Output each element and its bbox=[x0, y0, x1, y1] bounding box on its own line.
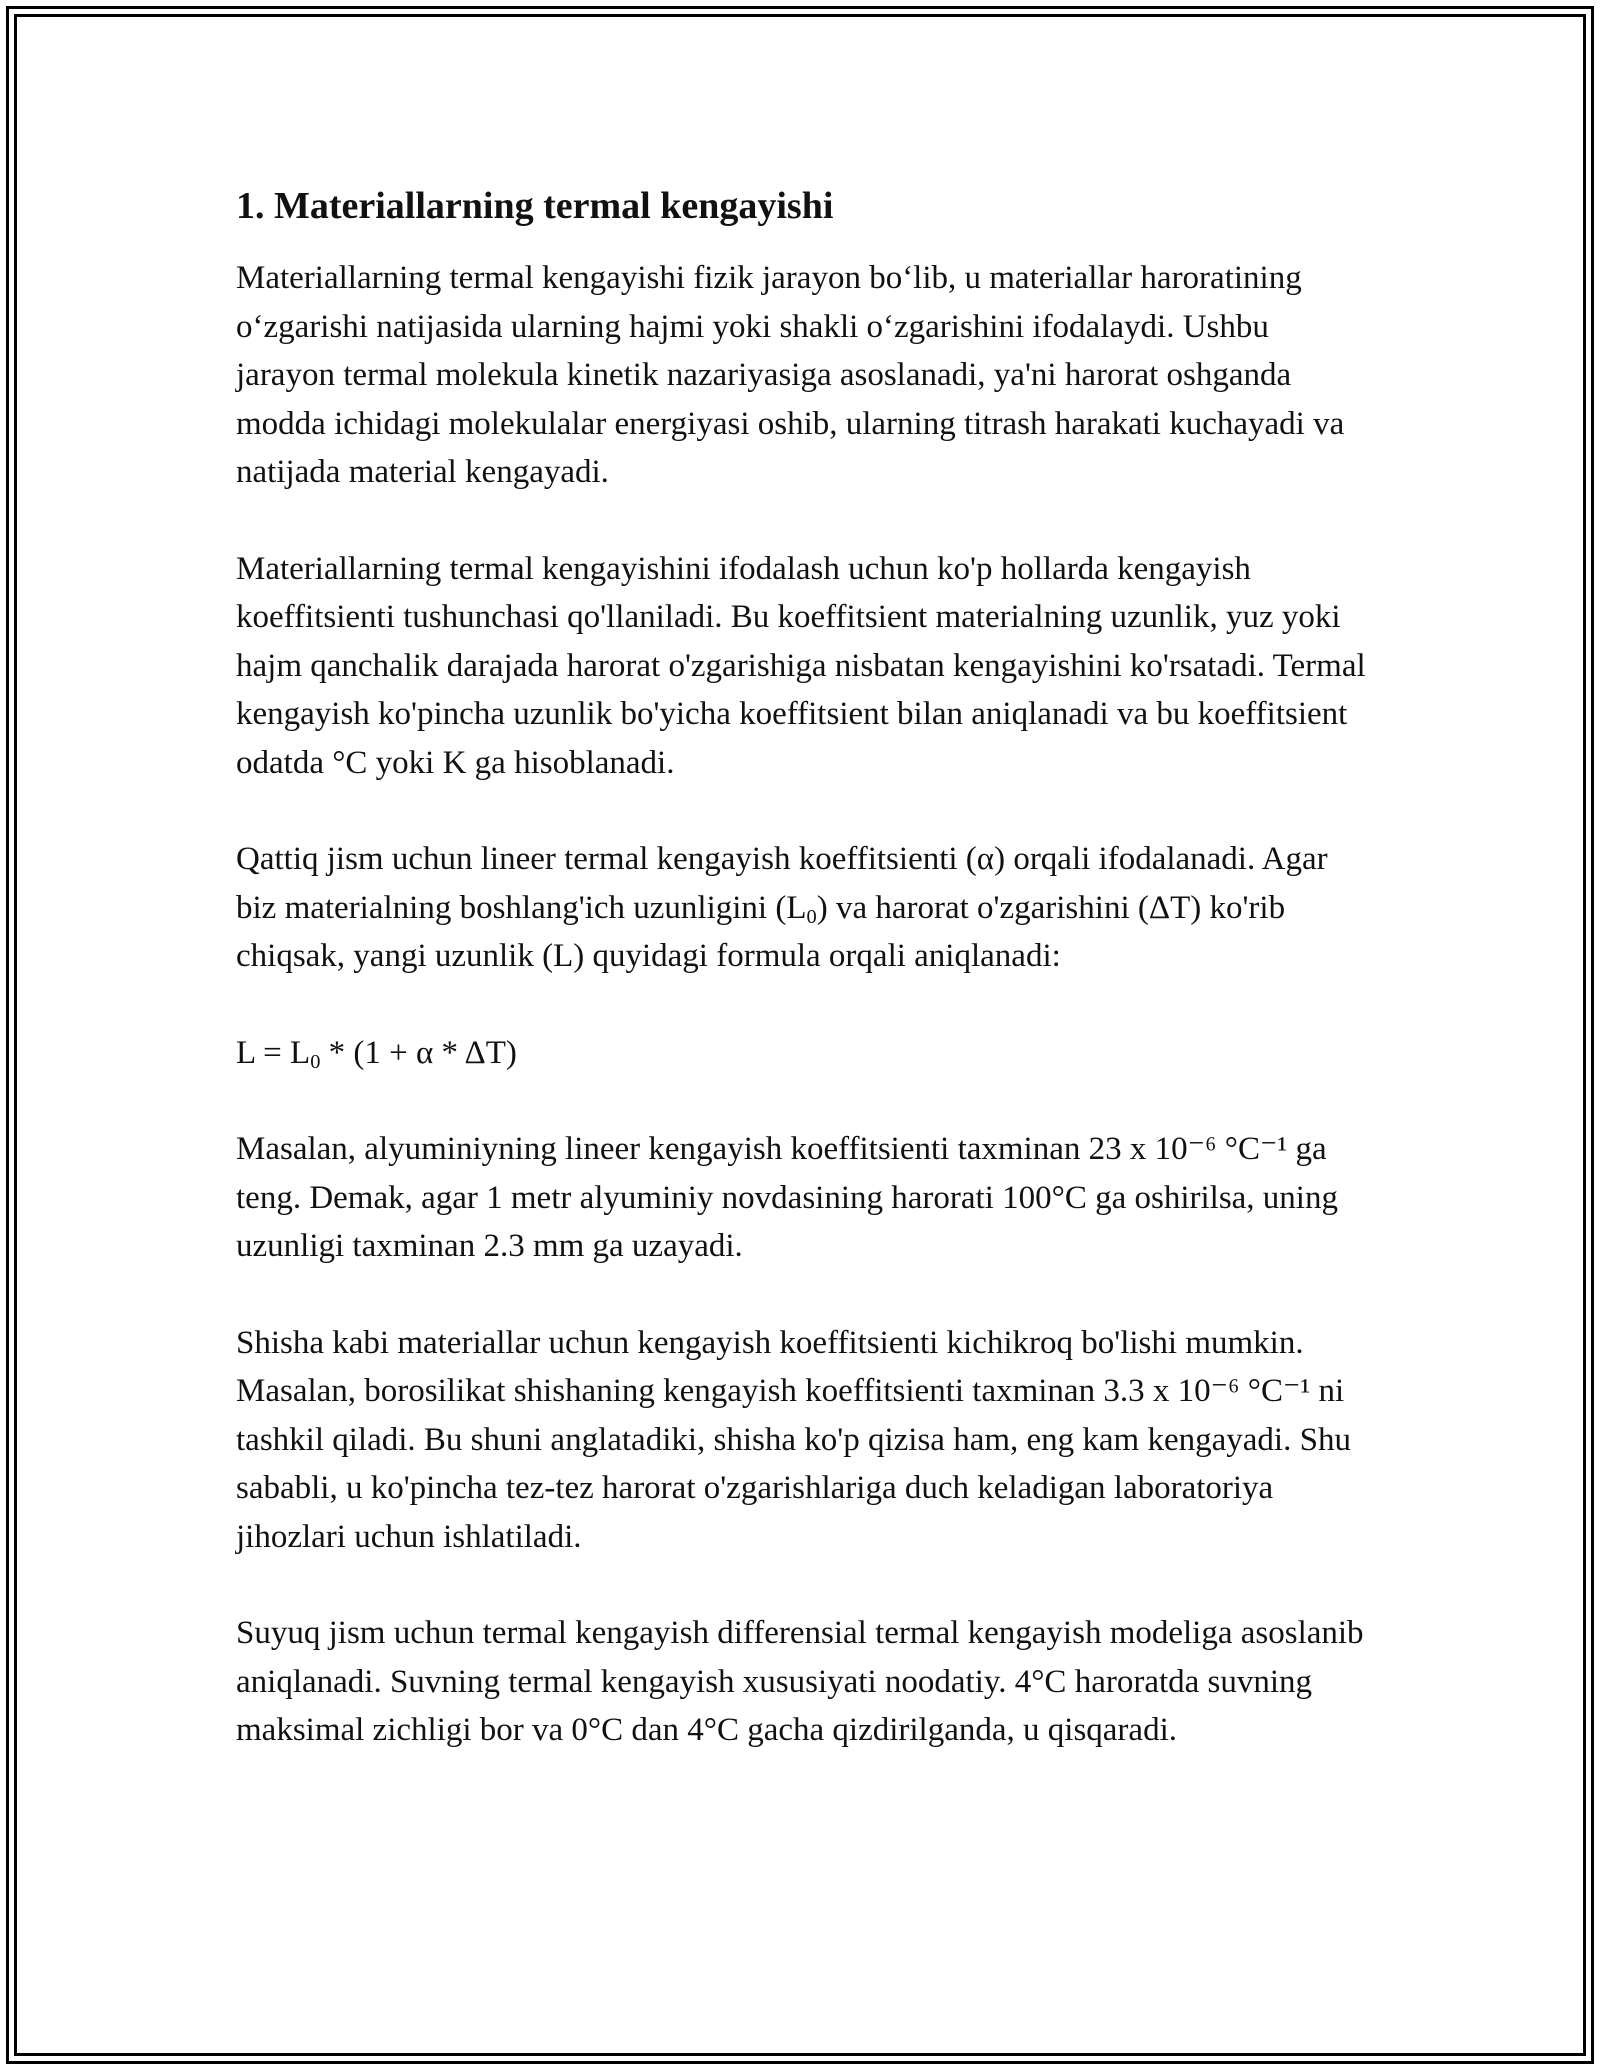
paragraph-1: Materiallarning termal kengayishi fizik jarayon bo‘lib, u materiallar haroratining o‘zgarishi natijasida ularning hajmi yoki shakli o‘zgarishini ifodalaydi. Ushbu jarayon termal molekula kinetik nazariyasiga asoslanadi, ya'ni harorat oshganda modda ichidagi molekulalar energiyasi oshib, ularning titrash harakati kuchayadi va natijada material kengayadi. bbox=[236, 260, 1345, 490]
formula bbox=[236, 1029, 1376, 1078]
document-body bbox=[236, 182, 1376, 1803]
paragraph-6: Suyuq jism uchun termal kengayish differensial termal kengayish modeliga asoslanib aniqlanadi. Suvning termal kengayish xususiyati noodatiy. 4°C haroratda suvning maksimal zichligi bor va 0°C dan 4°C gacha qizdirilganda, u qisqaradi. bbox=[236, 1615, 1364, 1748]
paragraph-4: Masalan, alyuminiyning lineer kengayish koeffitsienti taxminan 23 x 10⁻⁶ °C⁻¹ ga teng. Demak, agar 1 metr alyuminiy novdasining harorati 100°C ga oshirilsa, uning uzunligi taxminan 2.3 mm ga uzayadi. bbox=[236, 1131, 1338, 1264]
paragraph-3 bbox=[236, 835, 1376, 981]
paragraph-5: Shisha kabi materiallar uchun kengayish koeffitsienti kichikroq bo'lishi mumkin. Masalan, borosilikat shishaning kengayish koeffitsienti taxminan 3.3 x 10⁻⁶ °C⁻¹ ni tashkil qiladi. Bu shuni anglatadiki, shisha ko'p qizisa ham, eng kam kengayadi. Shu sababli, u ko'pincha tez-tez harorat o'zgarishlariga duch keladigan laboratoriya jihozlari uchun ishlatiladi. bbox=[236, 1324, 1351, 1555]
paragraph-2: Materiallarning termal kengayishini ifodalash uchun ko'p hollarda kengayish koeffitsienti tushunchasi qo'llaniladi. Bu koeffitsient materialning uzunlik, yuz yoki hajm qanchalik darajada harorat o'zgarishiga nisbatan kengayishini ko'rsatadi. Termal kengayish ko'pincha uzunlik bo'yicha koeffitsient bilan aniqlanadi va bu koeffitsient odatda °C yoki K ga hisoblanadi. bbox=[236, 550, 1366, 781]
paragraph-3-text-b: ) va harorat o'zgarishini (ΔT) ko'rib chiqsak, yangi uzunlik (L) quyidagi formula orqali aniqlanadi: bbox=[236, 889, 1286, 974]
paragraph-3-text-a: Qattiq jism uchun lineer termal kengayish koeffitsienti (α) orqali ifodalanadi. Agar biz materialning boshlang'ich uzunligini (L bbox=[236, 841, 1328, 926]
section-title: 1. Materiallarning termal kengayishi bbox=[236, 185, 834, 227]
formula-lhs: L = L bbox=[236, 1034, 311, 1071]
formula-rhs: * (1 + α * ΔT) bbox=[320, 1034, 517, 1071]
subscript-zero: 0 bbox=[806, 905, 817, 928]
formula-subscript-zero: 0 bbox=[310, 1050, 321, 1073]
